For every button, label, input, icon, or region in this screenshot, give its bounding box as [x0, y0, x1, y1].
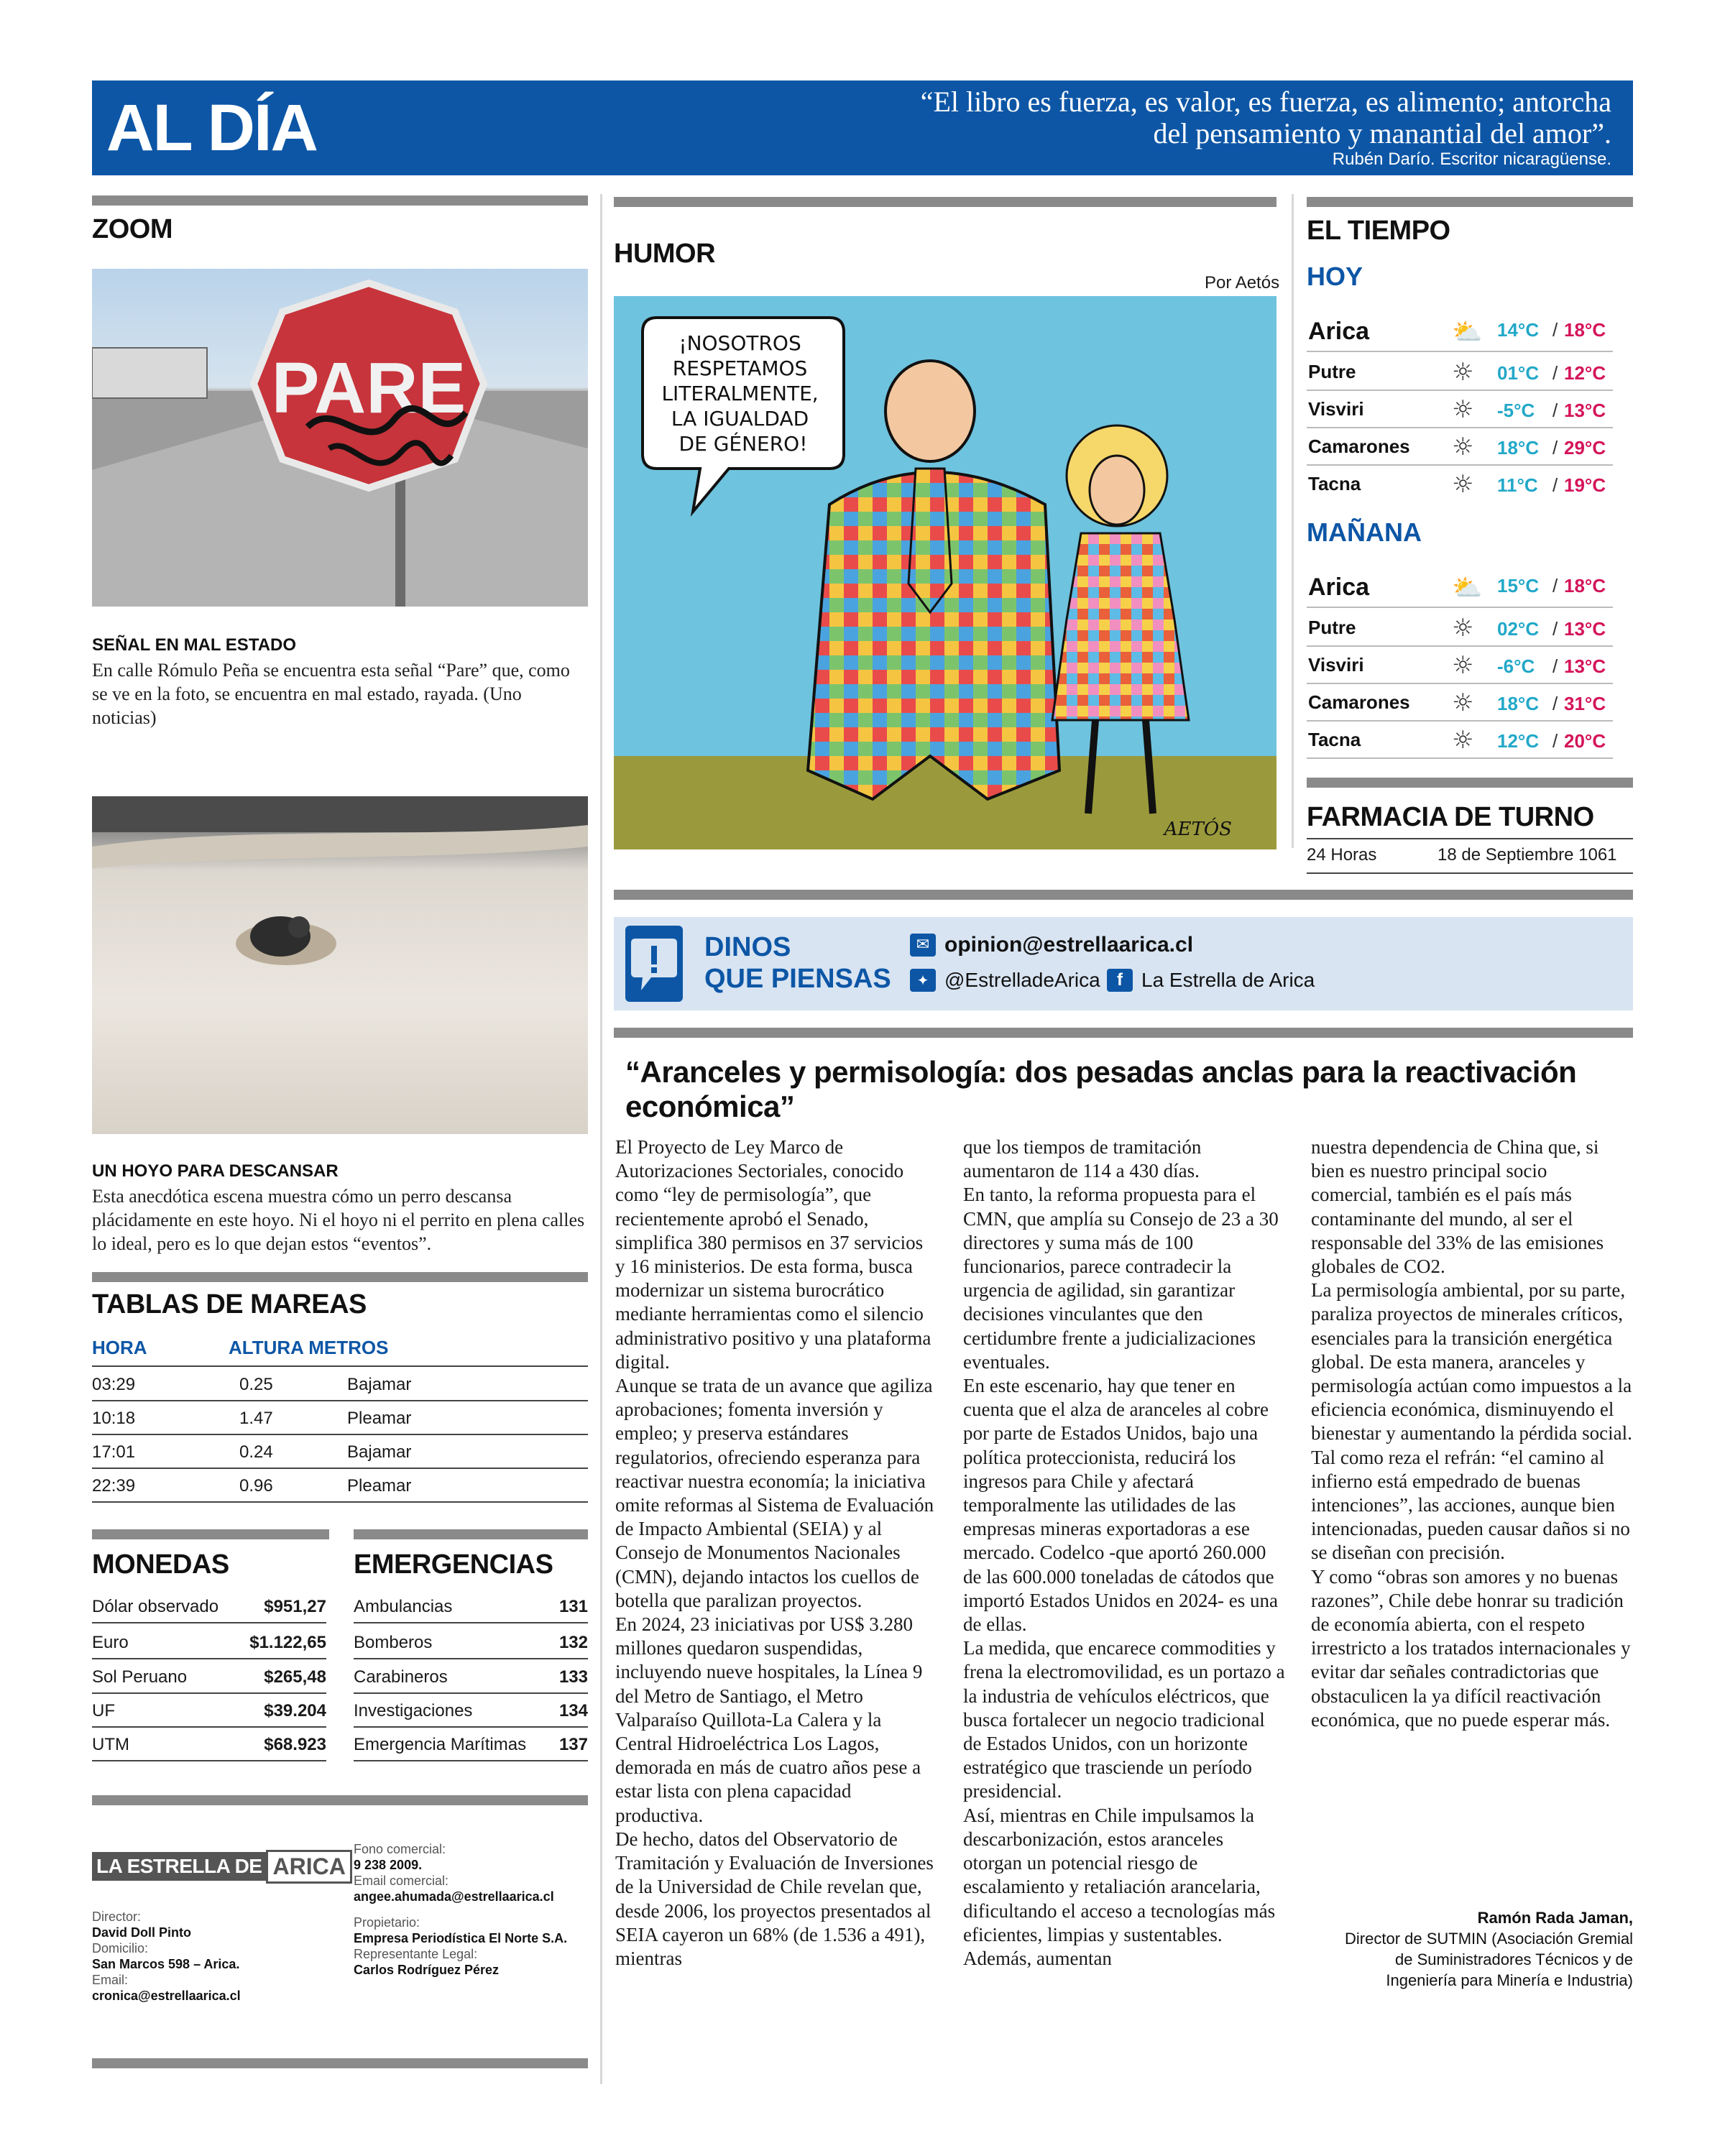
contact-box	[614, 917, 1633, 1010]
sun-cloud-icon: ☼	[1452, 614, 1474, 642]
currency-row: Euro $1.122,65	[92, 1626, 326, 1659]
weather-row: Arica ⛅ 15°C / 18°C	[1307, 566, 1613, 608]
section-rule	[92, 1529, 329, 1539]
humor-title: HUMOR	[614, 239, 716, 269]
article-column-2: que los tiempos de tramitación aumentaron de 114 a 430 días. En tanto, la reforma propuesta para el CMN, que amplía su Consejo de 23 a 30 directores y suma más de 100 funcionarios, parece contradecir la urgencia de agilidad, sin garantizar decisiones vinculantes que den certidumbre frente a judicializaciones eventuales. En este escenario, hay que tener en cuenta que el alza de aranceles al cobre por parte de Estados Unidos, bajo una política proteccionista, reducirá los ingresos para Chile y afectará temporalmente las utilidades de las empresas mineras exportadoras a ese mercado. Codelco -que aportó 260.000 de las 600.000 toneladas de cátodos que importó Estados Unidos en 2024- es una de ellas. La medida, que encarece commodities y frena la electromovilidad, es un portazo a la industria de vehículos eléctricos, que busca fortalecer un negocio tradicional de Estados Unidos, con un horizonte estratégico que trasciende un período presidencial. Así, mientras en Chile impulsamos la descarbonización, estos aranceles otorgan un potencial riesgo de escalamiento y retaliación arancelaria, dificultando el acceso a tecnologías más eficientes, limpias y sustentables. Además, aumentan	[963, 1136, 1285, 1969]
article-headline: “Aranceles y permisología: dos pesadas anclas para la reactivación económica”	[625, 1055, 1577, 1123]
emergency-row: Investigaciones 134	[354, 1694, 588, 1728]
section-title: AL DÍA	[106, 91, 317, 165]
section-header	[92, 80, 1633, 175]
zoom-caption-1-title: SEÑAL EN MAL ESTADO	[92, 635, 297, 655]
tide-row: 10:18 1.47 Pleamar	[92, 1401, 588, 1435]
speech-bubble-text: ¡NOSOTROS RESPETAMOS LITERALMENTE, LA IGUALDAD DE GÉNERO!	[661, 331, 819, 456]
column-divider	[600, 194, 602, 2084]
header-quote	[749, 86, 1611, 149]
column-divider	[1292, 194, 1294, 848]
weather-row: Putre ☼ 01°C / 12°C	[1307, 354, 1613, 391]
facebook-icon: f	[1107, 969, 1133, 992]
emergency-row: Emergencia Marítimas 137	[354, 1728, 588, 1761]
section-rule	[92, 2058, 588, 2068]
sun-cloud-icon: ⛅	[1452, 318, 1483, 346]
sun-icon: ☼	[1452, 470, 1474, 499]
sun-cloud-icon: ☼	[1452, 688, 1474, 717]
cartoon-illustration	[614, 296, 1276, 849]
emergency-row: Ambulancias 131	[354, 1590, 588, 1623]
weather-row: Tacna ☼ 12°C / 20°C	[1307, 722, 1613, 759]
quote-author: Rubén Darío. Escritor nicaragüense.	[1332, 149, 1611, 169]
tides-hour-header: HORA	[92, 1337, 147, 1358]
currency-title: MONEDAS	[92, 1549, 229, 1580]
section-rule	[92, 1272, 588, 1282]
zoom-title: ZOOM	[92, 214, 172, 244]
tide-row: 17:01 0.24 Bajamar	[92, 1435, 588, 1469]
weather-row: Putre ☼ 02°C / 13°C	[1307, 609, 1613, 647]
section-rule	[614, 197, 1276, 207]
cloud-sun-icon: ⛅	[1452, 573, 1483, 602]
quote-line-1: “El libro es fuerza, es valor, es fuerza, es alimento; antorcha	[920, 86, 1611, 118]
currency-row: Dólar observado $951,27	[92, 1590, 326, 1623]
section-rule	[614, 1028, 1633, 1038]
weather-today-label: HOY	[1307, 262, 1363, 291]
zoom-caption-2-title: UN HOYO PARA DESCANSAR	[92, 1161, 339, 1181]
weather-row: Visviri ☼ -6°C / 13°C	[1307, 647, 1613, 684]
email-icon: ✉	[910, 934, 936, 957]
masthead-right: Fono comercial: 9 238 2009. Email comercial: angee.ahumada@estrellaarica.cl Propietario: Empresa Periodística El Norte S.A. Representante Legal: Carlos Rodríguez Pérez	[354, 1842, 568, 1977]
weather-row: Camarones ☼ 18°C / 31°C	[1307, 684, 1613, 722]
weather-row: Arica ⛅ 14°C / 18°C	[1307, 310, 1613, 352]
humor-credit: Por Aetós	[1205, 273, 1280, 292]
contact-title: DINOS QUE PIENSAS	[704, 932, 891, 994]
sun-icon: ☼	[1452, 358, 1474, 387]
quote-line-2: del pensamiento y manantial del amor”.	[1153, 117, 1611, 149]
dog-in-pothole-photo	[92, 796, 588, 1134]
tides-height-header: ALTURA METROS	[229, 1337, 389, 1358]
currency-row: Sol Peruano $265,48	[92, 1660, 326, 1694]
stop-sign-photo	[92, 269, 588, 607]
zoom-caption-1-text: En calle Rómulo Peña se encuentra esta señal “Pare” que, como se ve en la foto, se encuentra en mal estado, rayada. (Uno noticias)	[92, 660, 570, 728]
article-column-1: El Proyecto de Ley Marco de Autorizaciones Sectoriales, conocido como “ley de permisología”, que recientemente aprobó el Senado, simplifica 380 permisos en 37 servicios y 16 ministerios. De esta forma, busca modernizar un sistema burocrático mediante herramientas como el silencio administrativo positivo y una plataforma digital. Aunque se trata de un avance que agiliza aprobaciones; fomenta inversión y empleo; y preserva estándares regulatorios, ofreciendo esperanza para reactivar nuestra economía; la iniciativa omite reformas al Sistema de Evaluación de Impacto Ambiental (SEIA) y al Consejo de Monumentos Nacionales (CMN), dejando intactos los cuellos de botella que paralizan proyectos. En 2024, 23 iniciativas por US$ 3.280 millones quedaron suspendidas, incluyendo nueve hospitales, la Línea 9 del Metro de Santiago, el Metro Valparaíso Quillota-La Calera y la Central Hidroeléctrica Los Lagos, demorada en más de cuatro años pese a estar lista con plena capacidad productiva. De hecho, datos del Observatorio de Tramitación y Evaluación de Inversiones de la Universidad de Chile revelan que, desde 2006, los proyectos presentados al SEIA cayeron un 68% (de 1.536 a 491), mientras	[615, 1136, 934, 1969]
contact-facebook[interactable]: f La Estrella de Arica	[1107, 969, 1315, 992]
comment-icon	[625, 926, 683, 1002]
contact-twitter[interactable]: ✦ @EstrelladeArica	[910, 969, 1100, 992]
section-rule	[1307, 197, 1633, 207]
twitter-icon: ✦	[910, 969, 936, 992]
weather-row: Visviri ☼ -5°C / 13°C	[1307, 391, 1613, 428]
tides-title: TABLAS DE MAREAS	[92, 1289, 367, 1319]
newspaper-logo: LA ESTRELLA DE ARICA	[92, 1851, 352, 1881]
currency-row: UTM $68.923	[92, 1728, 326, 1761]
section-rule	[92, 195, 588, 206]
pothole-illustration	[92, 796, 588, 1134]
pharmacy-address: 18 de Septiembre 1061	[1438, 845, 1617, 865]
section-rule	[1307, 778, 1633, 788]
stop-sign-text: PARE	[271, 348, 466, 428]
contact-email[interactable]: ✉ opinion@estrellaarica.cl	[910, 933, 1193, 957]
section-rule	[92, 1795, 588, 1805]
sun-icon: ☼	[1452, 433, 1474, 461]
weather-tomorrow-label: MAÑANA	[1307, 517, 1422, 547]
tide-row: 22:39 0.96 Pleamar	[92, 1469, 588, 1503]
currency-row: UF $39.204	[92, 1694, 326, 1728]
weather-title: EL TIEMPO	[1307, 216, 1450, 246]
tide-row: 03:29 0.25 Bajamar	[92, 1368, 588, 1401]
weather-row: Tacna ☼ 11°C / 19°C	[1308, 470, 1606, 499]
pharmacy-title: FARMACIA DE TURNO	[1307, 802, 1594, 832]
cartoonist-signature: AETÓS	[1164, 819, 1232, 840]
weather-row: Camarones ☼ 18°C / 29°C	[1307, 428, 1613, 466]
zoom-caption-2-text: Esta anecdótica escena muestra cómo un perro descansa plácidamente en este hoyo. Ni el hoyo ni el perrito en plena calles lo ideal, pero es lo que dejan estos “eventos”.	[92, 1186, 585, 1254]
sun-cloud-icon: ☼	[1452, 726, 1474, 755]
section-rule	[354, 1529, 588, 1539]
humor-cartoon	[614, 296, 1276, 849]
emergencies-title: EMERGENCIAS	[354, 1549, 553, 1580]
emergency-row: Bomberos 132	[354, 1626, 588, 1659]
sun-icon: ☼	[1452, 395, 1474, 424]
article-author: Ramón Rada Jaman, Director de SUTMIN (Asociación Gremial de Suministradores Técnicos y de Ingeniería para Minería e Industria)	[1345, 1909, 1633, 1989]
emergency-row: Carabineros 133	[354, 1660, 588, 1694]
masthead-left: Director: David Doll Pinto Domicilio: San Marcos 598 – Arica. Email: cronica@estrellaarica.cl	[92, 1909, 241, 2003]
sun-cloud-icon: ☼	[1452, 651, 1474, 680]
section-rule	[614, 890, 1633, 900]
pharmacy-hours: 24 Horas	[1307, 845, 1377, 865]
stop-sign-illustration	[92, 269, 588, 607]
article-column-3: nuestra dependencia de China que, si bien es nuestro principal socio comercial, también es el país más contaminante del mundo, al ser el responsable del 33% de las emisiones globales de CO2. La permisología ambiental, por su parte, paraliza proyectos de minerales críticos, esenciales para la transición energética global. De esta manera, aranceles y permisología actúan como impuestos a la eficiencia económica, disminuyendo el bienestar y aumentando la pérdida social. Tal como reza el refrán: “el camino al infierno está empedrado de buenas intenciones”, las acciones, aunque bien intencionadas, pueden causar daños si no se diseñan con precisión. Y como “obras son amores y no buenas razones”, Chile debe honrar su tradición de economía abierta, con el respeto irrestricto a los tratados internacionales y evitar dar señales contradictorias que obstaculicen la ya difícil reactivación económica, que no puede esperar más.	[1311, 1136, 1632, 1731]
